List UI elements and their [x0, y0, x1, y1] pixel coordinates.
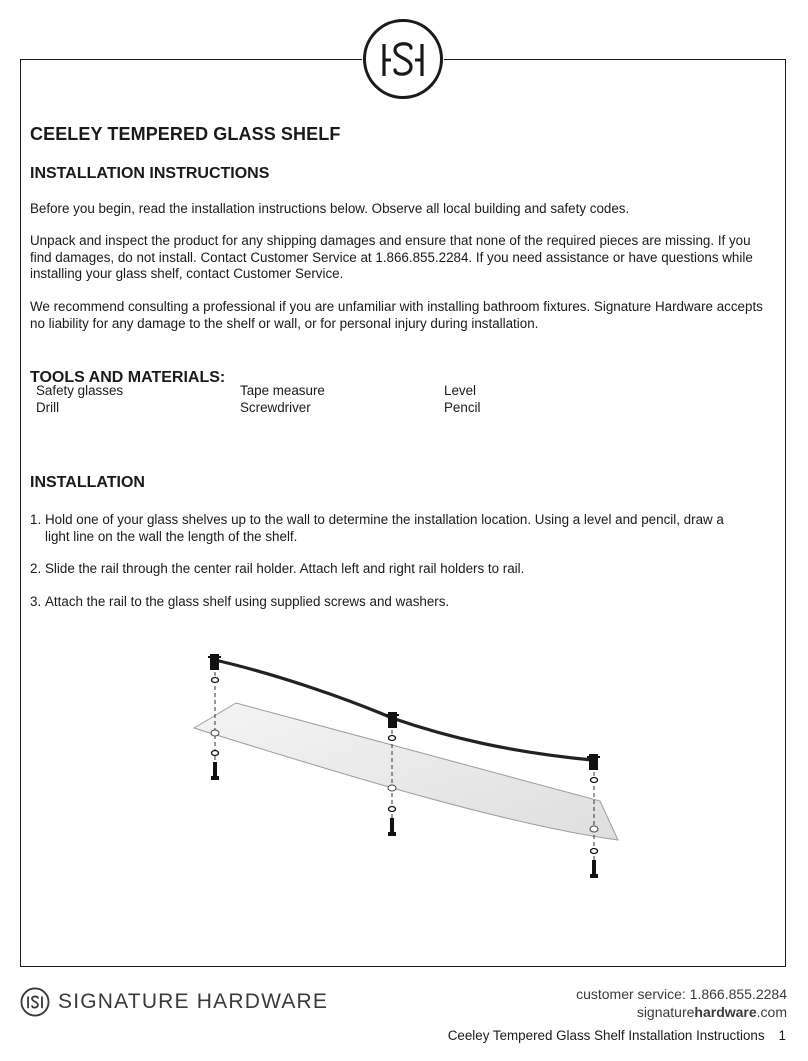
page-title: CEELEY TEMPERED GLASS SHELF	[30, 124, 341, 144]
installation-step-1	[30, 512, 750, 545]
customer-service: customer service: 1.866.855.2284	[576, 986, 787, 1002]
tool-item: Drill	[36, 399, 60, 415]
tools-column-3	[444, 383, 480, 416]
shelf-hole	[590, 826, 598, 832]
tool-item: Safety glasses	[36, 383, 124, 398]
step-number: 2.	[30, 561, 42, 576]
tool-item: Tape measure	[240, 383, 325, 398]
step-text: Hold one of your glass shelves up to the wall to determine the installation location. Using a level and pencil, draw a light line on the wall the length of the shelf.	[45, 512, 724, 544]
brand-name: SIGNATURE HARDWARE	[58, 990, 329, 1013]
step-number: 3.	[30, 594, 42, 609]
screw	[388, 818, 396, 836]
tool-item: Level	[444, 383, 477, 398]
step-number: 1.	[30, 512, 42, 527]
intro-paragraph: Before you begin, read the installation instructions below. Observe all local building and safety codes.	[30, 201, 630, 216]
washer	[389, 807, 396, 812]
installation-instructions-heading: INSTALLATION INSTRUCTIONS	[30, 165, 270, 182]
step-text: Slide the rail through the center rail holder. Attach left and right rail holders to rail.	[45, 561, 525, 576]
right-rail-holder	[587, 754, 600, 770]
contact-info	[576, 985, 787, 1021]
footer-logo-icon	[20, 987, 50, 1022]
tools-column-2	[240, 383, 325, 416]
installation-step-2	[30, 561, 750, 578]
installation-step-3	[30, 594, 750, 611]
document-footer	[448, 1028, 786, 1043]
inspection-paragraph: Unpack and inspect the product for any shipping damages and ensure that none of the required pieces are missing. If you find damages, do not install. Contact Customer Service at 1.866.855.2284. If you need assistance or have questions while installing your glass shelf, contact Customer Service.	[30, 233, 753, 282]
shelf-hole	[388, 785, 396, 791]
washer	[591, 778, 598, 783]
step-text: Attach the rail to the glass shelf using supplied screws and washers.	[45, 594, 450, 609]
website: signaturehardware.com	[636, 1004, 787, 1020]
tools-heading: TOOLS AND MATERIALS:	[30, 369, 226, 386]
page-number: 1	[778, 1028, 786, 1043]
screw	[211, 762, 219, 780]
liability-paragraph: We recommend consulting a professional if you are unfamiliar with installing bathroom fixtures. Signature Hardware accepts no liability for any damage to the shelf or wall, or for personal injury during installation.	[30, 299, 763, 331]
brand-logo-icon	[362, 18, 444, 100]
tool-item: Pencil	[444, 399, 481, 415]
screw	[590, 860, 598, 878]
shelf-assembly-diagram	[180, 640, 630, 905]
washer	[591, 849, 598, 854]
shelf-hole	[211, 730, 219, 736]
washer	[389, 736, 396, 741]
document-title: Ceeley Tempered Glass Shelf Installation Instructions	[447, 1028, 765, 1043]
washer	[212, 751, 219, 756]
installation-heading: INSTALLATION	[30, 474, 145, 491]
tools-column-1	[36, 383, 123, 416]
tool-item: Screwdriver	[240, 399, 311, 415]
washer	[212, 678, 219, 683]
